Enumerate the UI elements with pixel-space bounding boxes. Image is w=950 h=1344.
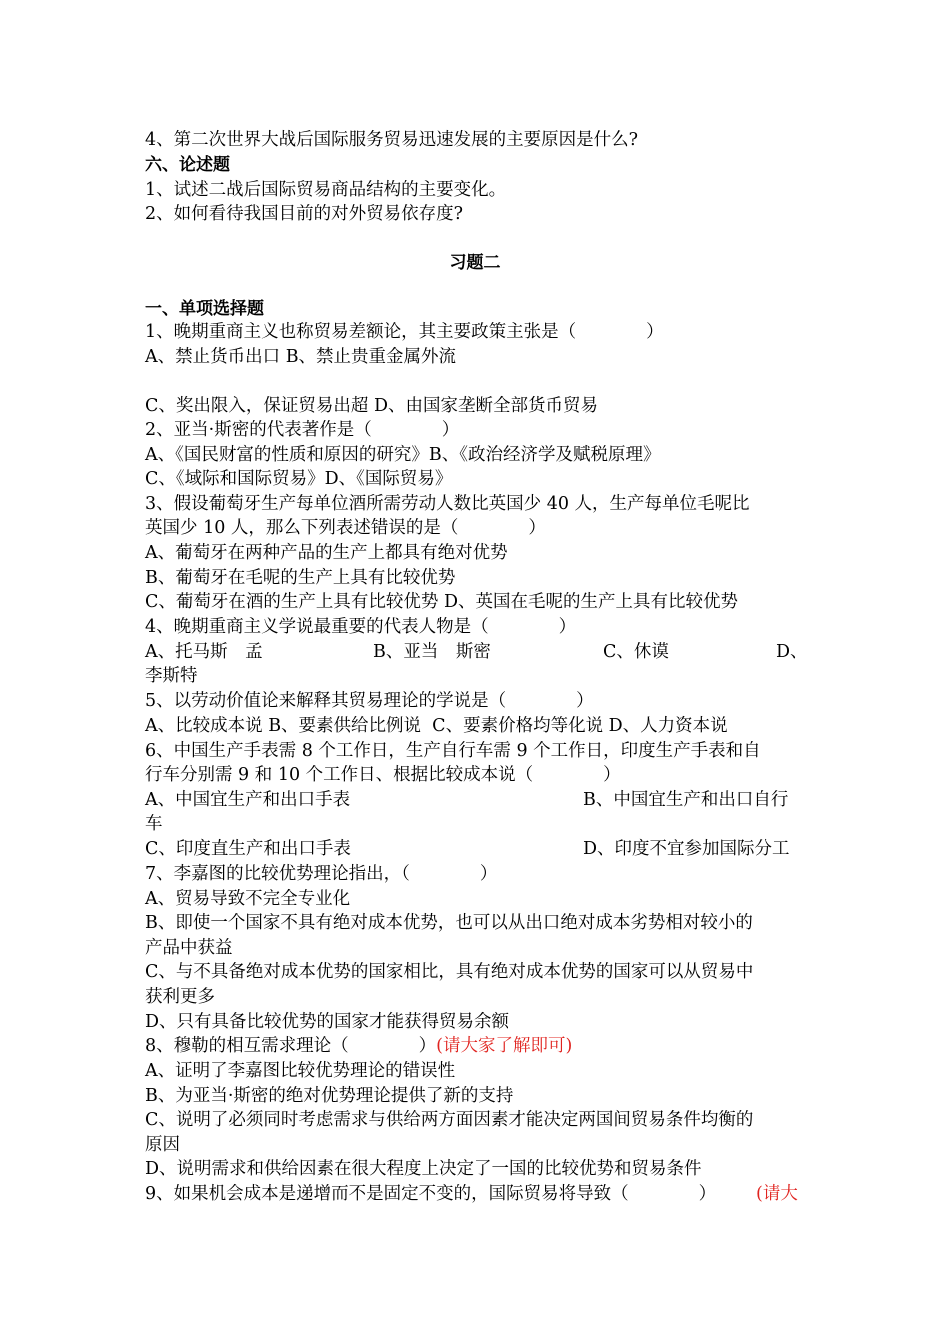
- question-option: 产品中获益: [145, 938, 233, 958]
- question-text: 2、如何看待我国目前的对外贸易依存度?: [145, 204, 464, 224]
- question-option: C、休谟: [603, 642, 669, 662]
- section-heading: 一、单项选择题: [145, 299, 264, 319]
- question-option: C、奖出限入，保证贸易出超 D、由国家垄断全部货币贸易: [145, 396, 598, 416]
- question-option: D、说明需求和供给因素在很大程度上决定了一国的比较优势和贸易条件: [145, 1159, 702, 1179]
- question-option: 李斯特: [145, 666, 198, 686]
- question-option: B、葡萄牙在毛呢的生产上具有比较优势: [145, 568, 456, 588]
- question-stem-text: 8、穆勒的相互需求理论（ ）: [145, 1036, 437, 1056]
- question-option: B、即使一个国家不具有绝对成本优势，也可以从出口绝对成本劣势相对较小的: [145, 913, 753, 933]
- question-option: B、中国宜生产和出口自行: [583, 790, 789, 810]
- question-option: 获利更多: [145, 987, 215, 1007]
- question-option: B、亚当 斯密: [373, 642, 491, 662]
- question-stem: 1、晚期重商主义也称贸易差额论，其主要政策主张是（ ）: [145, 322, 664, 342]
- question-option: C、葡萄牙在酒的生产上具有比较优势 D、英国在毛呢的生产上具有比较优势: [145, 592, 738, 612]
- question-option: A、托马斯 孟: [145, 642, 263, 662]
- question-option: A、葡萄牙在两种产品的生产上都具有绝对优势: [145, 543, 508, 563]
- question-option: A、比较成本说 B、要素供给比例说 C、要素价格均等化说 D、人力资本说: [145, 716, 728, 736]
- section-heading: 六、论述题: [145, 155, 230, 175]
- question-option: 原因: [145, 1135, 180, 1155]
- question-option: A、证明了李嘉图比较优势理论的错误性: [145, 1061, 456, 1081]
- question-stem: 7、李嘉图的比较优势理论指出，（ ）: [145, 864, 498, 884]
- question-stem: 4、晚期重商主义学说最重要的代表人物是（ ）: [145, 617, 577, 637]
- question-option: 车: [145, 814, 163, 834]
- question-text: 4、第二次世界大战后国际服务贸易迅速发展的主要原因是什么?: [145, 130, 639, 150]
- question-option: A、禁止货币出口 B、禁止贵重金属外流: [145, 347, 457, 367]
- question-option: C、与不具备绝对成本优势的国家相比，具有绝对成本优势的国家可以从贸易中: [145, 962, 754, 982]
- question-stem: 6、中国生产手表需 8 个工作日，生产自行车需 9 个工作日，印度生产手表和自: [145, 741, 761, 761]
- question-option: A、《国民财富的性质和原因的研究》B、《政治经济学及赋税原理》: [145, 445, 661, 465]
- question-stem: 3、假设葡萄牙生产每单位酒所需劳动人数比英国少 40 人，生产每单位毛呢比: [145, 494, 750, 514]
- exercise-title: 习题二: [449, 253, 501, 273]
- question-option: D、: [776, 642, 808, 662]
- teacher-note: (请大: [756, 1184, 798, 1204]
- question-option: C、印度直生产和出口手表: [145, 839, 351, 859]
- question-stem: 2、亚当·斯密的代表著作是（ ）: [145, 420, 460, 440]
- question-option: D、印度不宜参加国际分工: [583, 839, 790, 859]
- question-option: B、为亚当·斯密的绝对优势理论提供了新的支持: [145, 1086, 514, 1106]
- teacher-note: (请大家了解即可): [436, 1036, 573, 1056]
- question-option: A、中国宜生产和出口手表: [145, 790, 351, 810]
- question-stem: 9、如果机会成本是递增而不是固定不变的，国际贸易将导致（ ）: [145, 1184, 717, 1204]
- question-option: C、说明了必须同时考虑需求与供给两方面因素才能决定两国间贸易条件均衡的: [145, 1110, 754, 1130]
- question-option: A、贸易导致不完全专业化: [145, 889, 351, 909]
- question-stem: 5、以劳动价值论来解释其贸易理论的学说是（ ）: [145, 691, 594, 711]
- question-option: D、只有具备比较优势的国家才能获得贸易余额: [145, 1012, 510, 1032]
- question-option: C、《域际和国际贸易》D、《国际贸易》: [145, 469, 453, 489]
- question-text: 1、试述二战后国际贸易商品结构的主要变化。: [145, 180, 507, 200]
- question-stem: [145, 1034, 572, 1058]
- question-stem: 英国少 10 人，那么下列表述错误的是（ ）: [145, 518, 546, 538]
- question-stem: 行车分别需 9 和 10 个工作日、根据比较成本说（ ）: [145, 765, 621, 785]
